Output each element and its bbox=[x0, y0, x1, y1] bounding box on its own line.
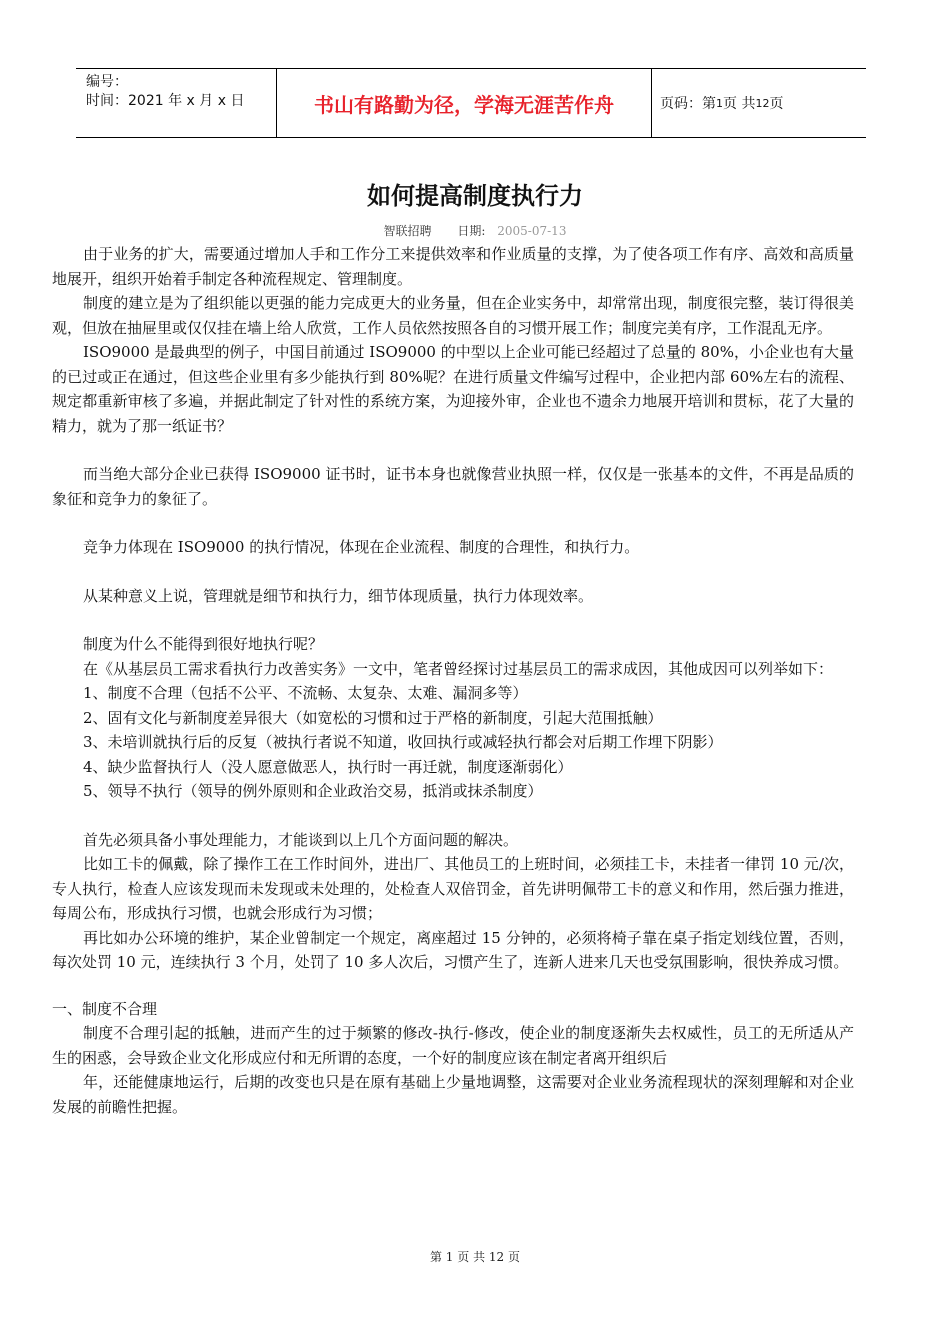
date-label: 日期: bbox=[457, 224, 486, 238]
paragraph: 由于业务的扩大，需要通过增加人手和工作分工来提供效率和作业质量的支撑，为了使各项工作有序、高效和高质量地展开，组织开始着手制定各种流程规定、管理制度。 bbox=[52, 245, 854, 288]
article-body bbox=[52, 242, 854, 1119]
paragraph: 制度的建立是为了组织能以更强的能力完成更大的业务量，但在企业实务中，却常常出现，制度很完整，装订得很美观，但放在抽屉里或仅仅挂在墙上给人欣赏，工作人员依然按照各自的习惯开展工作；制度完美有序，工作混乱无序。 bbox=[52, 294, 854, 337]
document-header bbox=[76, 68, 866, 138]
cause-item: 3、未培训就执行后的反复（被执行者说不知道，收回执行或减轻执行都会对后期工作埋下阴影） bbox=[83, 733, 723, 751]
paragraph: 而当绝大部分企业已获得 ISO9000 证书时，证书本身也就像营业执照一样，仅仅是一张基本的文件，不再是品质的象征和竞争力的象征了。 bbox=[52, 465, 854, 508]
cause-item: 2、固有文化与新制度差异很大（如宽松的习惯和过于严格的新制度，引起大范围抵触） bbox=[83, 708, 663, 727]
page-indicator bbox=[652, 69, 866, 137]
paragraph: ISO9000 是最典型的例子，中国目前通过 ISO9000 的中型以上企业可能已经超过了总量的 80%，小企业也有大量的已过或正在通过，但这些企业里有多少能执行到 80%呢？在进行质量文件编写过程中，企业把内部 60%左右的流程、规定都重新审核了多遍，并据此制定了针对性的系统方案，为迎接外审，企业也不遗余力地展开培训和贯标，花了大量的精力，就为了那一纸证书？ bbox=[52, 343, 854, 435]
paragraph: 比如工卡的佩戴，除了操作工在工作时间外，进出厂、其他员工的上班时间，必须挂工卡，未挂者一律罚 10 元/次，专人执行，检查人应该发现而未发现或未处理的，处检查人双倍罚金，首先讲明佩带工卡的意义和作用，然后强力推进，每周公布，形成执行习惯，也就会形成行为习惯； bbox=[52, 855, 854, 922]
paragraph: 制度不合理引起的抵触，进而产生的过于频繁的修改-执行-修改，使企业的制度逐渐失去权威性，员工的无所适从产生的困惑，会导致企业文化形成应付和无所谓的态度，一个好的制度应该在制定者离开组织后 bbox=[52, 1024, 854, 1067]
header-left-cell bbox=[76, 69, 276, 137]
paragraph: 在《从基层员工需求看执行力改善实务》一文中，笔者曾经探讨过基层员工的需求成因，其他成因可以列举如下： bbox=[83, 659, 834, 678]
footer-prefix: 第 bbox=[429, 1250, 442, 1264]
footer-total: 12 bbox=[488, 1250, 505, 1264]
number-label: 编号： bbox=[86, 74, 128, 90]
cause-item: 5、领导不执行（领导的例外原则和企业政治交易，抵消或抹杀制度） bbox=[83, 782, 543, 800]
paragraph: 竞争力体现在 ISO9000 的执行情况，体现在企业流程、制度的合理性，和执行力。 bbox=[83, 538, 640, 556]
page-prefix: 页码：第 bbox=[660, 96, 716, 112]
section-heading: 一、制度不合理 bbox=[52, 999, 158, 1018]
page-mid: 页 共 bbox=[723, 96, 756, 112]
paragraph: 年，还能健康地运行，后期的改变也只是在原有基础上少量地调整，这需要对企业业务流程现状的深刻理解和对企业发展的前瞻性把握。 bbox=[52, 1073, 854, 1116]
article-title: 如何提高制度执行力 bbox=[367, 182, 583, 210]
paragraph: 再比如办公环境的维护，某企业曾制定一个规定，离座超过 15 分钟的，必须将椅子靠在桌子指定划线位置，否则，每次处罚 10 元，连续执行 3 个月，处罚了 10 多人次后，习惯产生了，连新人进来几天也受氛围影响，很快养成习惯。 bbox=[52, 928, 854, 971]
article-source: 智联招聘 bbox=[383, 224, 432, 238]
time-label: 时间：2021 年 x 月 x 日 bbox=[86, 93, 245, 109]
paragraph: 制度为什么不能得到很好地执行呢？ bbox=[83, 635, 324, 653]
page-number: 1 bbox=[716, 96, 723, 110]
footer-mid: 页 共 bbox=[457, 1250, 486, 1264]
paragraph: 从某种意义上说，管理就是细节和执行力，细节体现质量，执行力体现效率。 bbox=[83, 586, 594, 605]
footer-page: 1 bbox=[445, 1250, 454, 1264]
article-date: 2005-07-13 bbox=[497, 224, 567, 238]
cause-item: 4、缺少监督执行人（没人愿意做恶人，执行时一再迁就，制度逐渐弱化） bbox=[83, 757, 573, 776]
cause-item: 1、制度不合理（包括不公平、不流畅、太复杂、太难、漏洞多等） bbox=[83, 684, 528, 702]
footer-suffix: 页 bbox=[508, 1250, 521, 1264]
page-footer bbox=[0, 1248, 950, 1265]
paragraph: 首先必须具备小事处理能力，才能谈到以上几个方面问题的解决。 bbox=[83, 830, 519, 849]
page-suffix: 页 bbox=[769, 96, 784, 112]
page-total: 12 bbox=[755, 96, 770, 110]
motto: 书山有路勤为径，学海无涯苦作舟 bbox=[276, 69, 652, 137]
article-meta bbox=[0, 222, 950, 239]
